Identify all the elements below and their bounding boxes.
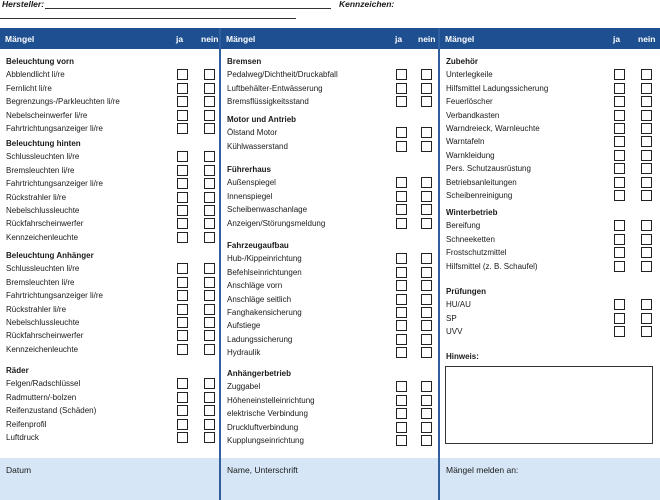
ja-checkbox[interactable] (177, 165, 188, 176)
ja-checkbox[interactable] (177, 432, 188, 443)
column-2 (221, 28, 438, 500)
ja-checkbox[interactable] (396, 395, 407, 406)
ja-checkbox[interactable] (177, 290, 188, 301)
checklist-grid (0, 28, 660, 500)
section-title: Beleuchtung vorn (6, 57, 75, 66)
checklist-item-label: Ölstand Motor (227, 128, 278, 138)
checklist-item-label: Außenspiegel (227, 178, 276, 188)
checklist-item-label: Bereifung (446, 221, 481, 231)
ja-checkbox[interactable] (396, 408, 407, 419)
form-header (0, 0, 660, 28)
ja-checkbox[interactable] (614, 96, 625, 107)
nein-checkbox[interactable] (204, 405, 215, 416)
checklist-item-label: Nebelschlussleuchte (6, 206, 80, 215)
checklist-item-label: UVV (446, 327, 463, 337)
ja-checkbox[interactable] (177, 405, 188, 416)
checklist-item-label: Abblendlicht li/re (6, 70, 65, 80)
nein-checkbox[interactable] (421, 96, 432, 107)
footer-label: Datum (6, 465, 32, 475)
ja-checkbox[interactable] (614, 83, 625, 94)
checklist-item-label: Radmuttern/-bolzen (6, 392, 77, 402)
nein-checkbox[interactable] (641, 123, 652, 134)
nein-checkbox[interactable] (641, 163, 652, 174)
nein-checkbox[interactable] (421, 141, 432, 152)
nein-checkbox[interactable] (421, 83, 432, 94)
section-title: Räder (6, 366, 29, 375)
checklist-item-label: Höheneinstelleinrichtung (227, 395, 315, 405)
ja-checkbox[interactable] (396, 141, 407, 152)
checklist-item-label: Rückstrahler li/re (6, 304, 67, 314)
ja-checkbox[interactable] (177, 96, 188, 107)
checklist-item-label: Begrenzungs-/Parkleuchten li/re (6, 97, 120, 107)
checklist-item-label: HU/AU (446, 300, 471, 310)
ja-checkbox[interactable] (177, 419, 188, 430)
ja-checkbox[interactable] (614, 136, 625, 147)
checklist-item-label: Reifenzustand (Schäden) (6, 406, 97, 416)
checklist-item-label: Fahrtrichtungsanzeiger li/re (6, 179, 103, 189)
nein-checkbox[interactable] (204, 69, 215, 80)
checklist-item-label: Bremsflüssigkeitsstand (227, 97, 309, 107)
nein-checkbox[interactable] (204, 330, 215, 341)
column-footer-field[interactable] (440, 458, 660, 500)
ja-checkbox[interactable] (614, 247, 625, 258)
checklist-item-label: Rückstrahler li/re (6, 192, 67, 202)
column-header (440, 28, 660, 49)
nein-checkbox[interactable] (204, 378, 215, 389)
ja-checkbox[interactable] (614, 110, 625, 121)
checklist-item-label: Luftdruck (6, 433, 39, 442)
column-footer-field[interactable] (221, 458, 438, 500)
checklist-item-label: Frostschutzmittel (446, 248, 507, 258)
checklist-item-label: Bremsleuchten li/re (6, 277, 75, 287)
ja-checkbox[interactable] (177, 277, 188, 288)
column-footer-field[interactable] (0, 458, 219, 500)
kennzeichen-label: Kennzeichen: (339, 0, 395, 9)
ja-checkbox[interactable] (177, 218, 188, 229)
nein-checkbox[interactable] (204, 218, 215, 229)
checklist-item-label: Hilfsmittel Ladungssicherung (446, 83, 549, 93)
nein-checkbox[interactable] (421, 294, 432, 305)
hersteller-field[interactable] (45, 8, 331, 9)
checklist-item-label: Pedalweg/Dichtheit/Druckabfall (227, 70, 338, 80)
ja-checkbox[interactable] (396, 267, 407, 278)
ja-checkbox[interactable] (177, 317, 188, 328)
column-title: Mängel (226, 34, 256, 44)
checklist-item-label: Fahrtrichtungsanzeiger li/re (6, 124, 103, 133)
ja-checkbox[interactable] (396, 422, 407, 433)
nein-checkbox[interactable] (641, 110, 652, 121)
nein-checkbox[interactable] (421, 69, 432, 80)
nein-checkbox[interactable] (204, 290, 215, 301)
hinweis-label: Hinweis: (446, 352, 479, 361)
ja-checkbox[interactable] (177, 205, 188, 216)
checklist-item-label: elektrische Verbindung (227, 409, 308, 419)
checklist-item-label: Druckluftverbindung (227, 422, 299, 432)
checklist-item-label: Ladungssicherung (227, 334, 293, 344)
nein-checkbox[interactable] (421, 204, 432, 215)
column-header (221, 28, 438, 49)
checklist-item-label: Hilfsmittel (z. B. Schaufel) (446, 261, 538, 271)
nein-checkbox[interactable] (204, 432, 215, 443)
ja-checkbox[interactable] (396, 69, 407, 80)
section-title: Winterbetrieb (446, 208, 498, 217)
ja-checkbox[interactable] (177, 83, 188, 94)
ja-checkbox[interactable] (177, 263, 188, 274)
checklist-item-label: Rückfahrscheinwerfer (6, 331, 84, 341)
nein-checkbox[interactable] (204, 263, 215, 274)
checklist-item-label: Pers. Schutzausrüstung (446, 164, 531, 174)
ja-checkbox[interactable] (614, 261, 625, 272)
checklist-item-label: Feuerlöscher (446, 97, 493, 107)
ja-checkbox[interactable] (177, 378, 188, 389)
nein-checkbox[interactable] (641, 313, 652, 324)
nein-checkbox[interactable] (204, 344, 215, 355)
ja-checkbox[interactable] (177, 123, 188, 134)
ja-header: ja (176, 34, 184, 44)
nein-checkbox[interactable] (421, 267, 432, 278)
ja-checkbox[interactable] (177, 392, 188, 403)
checklist-item-label: Scheibenreinigung (446, 191, 513, 200)
nein-checkbox[interactable] (641, 247, 652, 258)
checklist-item-label: Kühlwasserstand (227, 141, 288, 151)
ja-checkbox[interactable] (396, 347, 407, 358)
nein-checkbox[interactable] (641, 326, 652, 337)
section-title: Anhängerbetrieb (227, 369, 292, 378)
ja-checkbox[interactable] (396, 177, 407, 188)
ja-header: ja (613, 34, 621, 44)
checklist-item-label: Unterlegkeile (446, 70, 493, 80)
nein-checkbox[interactable] (421, 435, 432, 446)
nein-checkbox[interactable] (421, 177, 432, 188)
checklist-item-label: Nebelschlussleuchte (6, 318, 80, 327)
nein-checkbox[interactable] (204, 277, 215, 288)
checklist-item-label: Hydraulik (227, 348, 261, 358)
ja-checkbox[interactable] (396, 294, 407, 305)
nein-checkbox[interactable] (641, 83, 652, 94)
footer-label: Name, Unterschrift (227, 465, 298, 475)
nein-checkbox[interactable] (204, 317, 215, 328)
ja-checkbox[interactable] (396, 218, 407, 229)
checklist-item-label: Hub-/Kippeinrichtung (227, 254, 302, 264)
checklist-item-label: Rückfahrscheinwerfer (6, 219, 84, 229)
checklist-item-label: Innenspiegel (227, 191, 273, 201)
checklist-item-label: Fanghakensicherung (227, 308, 302, 317)
nein-checkbox[interactable] (421, 191, 432, 202)
ja-checkbox[interactable] (396, 96, 407, 107)
ja-checkbox[interactable] (614, 299, 625, 310)
ja-checkbox[interactable] (614, 190, 625, 201)
section-title: Fahrzeugaufbau (227, 241, 289, 250)
ja-checkbox[interactable] (177, 151, 188, 162)
checklist-item-label: Schlussleuchten li/re (6, 264, 80, 274)
nein-checkbox[interactable] (204, 151, 215, 162)
nein-checkbox[interactable] (204, 205, 215, 216)
column-3 (440, 28, 660, 500)
checklist-item-label: Aufstiege (227, 321, 261, 331)
nein-checkbox[interactable] (421, 347, 432, 358)
ja-checkbox[interactable] (396, 334, 407, 345)
ja-checkbox[interactable] (396, 435, 407, 446)
nein-checkbox[interactable] (204, 419, 215, 430)
ja-checkbox[interactable] (177, 304, 188, 315)
column-divider (219, 28, 221, 500)
nein-checkbox[interactable] (641, 190, 652, 201)
nein-checkbox[interactable] (641, 299, 652, 310)
nein-checkbox[interactable] (641, 234, 652, 245)
ja-checkbox[interactable] (177, 330, 188, 341)
nein-checkbox[interactable] (421, 395, 432, 406)
checklist-item-label: Kupplungseinrichtung (227, 436, 304, 445)
checklist-item-label: Verbandkasten (446, 110, 500, 120)
nein-checkbox[interactable] (421, 320, 432, 331)
nein-checkbox[interactable] (204, 96, 215, 107)
section-title: Führerhaus (227, 165, 272, 174)
nein-header: nein (418, 34, 436, 44)
checklist-item-label: Betriebsanleitungen (446, 177, 517, 187)
checklist-item-label: Befehlseinrichtungen (227, 267, 302, 277)
ja-checkbox[interactable] (614, 123, 625, 134)
checklist-item-label: Warndreieck, Warnleuchte (446, 124, 540, 133)
ja-checkbox[interactable] (396, 127, 407, 138)
ja-checkbox[interactable] (177, 344, 188, 355)
section-title: Beleuchtung hinten (6, 139, 81, 148)
nein-checkbox[interactable] (421, 408, 432, 419)
nein-checkbox[interactable] (421, 422, 432, 433)
nein-checkbox[interactable] (204, 192, 215, 203)
ja-checkbox[interactable] (396, 381, 407, 392)
nein-checkbox[interactable] (641, 96, 652, 107)
nein-header: nein (638, 34, 656, 44)
checklist-item-label: Warnkleidung (446, 150, 495, 160)
nein-checkbox[interactable] (204, 392, 215, 403)
section-title: Beleuchtung Anhänger (6, 251, 94, 260)
checklist-item-label: Fahrtrichtungsanzeiger li/re (6, 291, 103, 301)
nein-checkbox[interactable] (421, 280, 432, 291)
nein-checkbox[interactable] (421, 381, 432, 392)
checklist-item-label: Kennzeichenleuchte (6, 232, 79, 242)
second-field-line[interactable] (0, 18, 296, 19)
nein-checkbox[interactable] (641, 261, 652, 272)
ja-checkbox[interactable] (396, 204, 407, 215)
checklist-item-label: Schneeketten (446, 234, 495, 244)
checklist-item-label: Nebelscheinwerfer li/re (6, 110, 88, 120)
nein-checkbox[interactable] (421, 307, 432, 318)
ja-checkbox[interactable] (614, 234, 625, 245)
ja-checkbox[interactable] (614, 163, 625, 174)
nein-checkbox[interactable] (421, 334, 432, 345)
ja-checkbox[interactable] (396, 307, 407, 318)
nein-header: nein (201, 34, 219, 44)
nein-checkbox[interactable] (641, 136, 652, 147)
nein-checkbox[interactable] (641, 150, 652, 161)
ja-checkbox[interactable] (396, 280, 407, 291)
section-title: Motor und Antrieb (227, 115, 297, 124)
checklist-item-label: Anzeigen/Störungsmeldung (227, 218, 326, 228)
checklist-item-label: Anschläge vorn (227, 281, 283, 291)
checklist-item-label: Scheibenwaschanlage (227, 205, 308, 215)
nein-checkbox[interactable] (204, 165, 215, 176)
ja-checkbox[interactable] (177, 232, 188, 243)
checklist-item-label: Felgen/Radschlüssel (6, 379, 81, 389)
column-header (0, 28, 219, 49)
section-title: Bremsen (227, 57, 262, 66)
ja-header: ja (395, 34, 403, 44)
checklist-item-label: Bremsleuchten li/re (6, 165, 75, 175)
ja-checkbox[interactable] (177, 110, 188, 121)
ja-checkbox[interactable] (614, 313, 625, 324)
column-title: Mängel (5, 34, 35, 44)
ja-checkbox[interactable] (177, 178, 188, 189)
nein-checkbox[interactable] (204, 304, 215, 315)
checklist-item-label: Reifenprofil (6, 419, 47, 429)
ja-checkbox[interactable] (614, 150, 625, 161)
checklist-item-label: Zuggabel (227, 382, 261, 392)
ja-checkbox[interactable] (396, 320, 407, 331)
checklist-item-label: Luftbehälter-Entwässerung (227, 83, 323, 93)
footer-label: Mängel melden an: (446, 465, 519, 475)
ja-checkbox[interactable] (614, 177, 625, 188)
checklist-item-label: Warntafeln (446, 137, 485, 147)
column-title: Mängel (445, 34, 475, 44)
ja-checkbox[interactable] (614, 220, 625, 231)
nein-checkbox[interactable] (421, 253, 432, 264)
ja-checkbox[interactable] (396, 253, 407, 264)
ja-checkbox[interactable] (614, 69, 625, 80)
checklist-item-label: SP (446, 313, 457, 323)
checklist-item-label: Anschläge seitlich (227, 294, 292, 304)
nein-checkbox[interactable] (204, 123, 215, 134)
nein-checkbox[interactable] (421, 218, 432, 229)
checklist-item-label: Fernlicht li/re (6, 83, 52, 93)
ja-checkbox[interactable] (396, 191, 407, 202)
ja-checkbox[interactable] (177, 69, 188, 80)
nein-checkbox[interactable] (204, 110, 215, 121)
checklist-item-label: Kennzeichenleuchte (6, 344, 79, 354)
checklist-item-label: Schlussleuchten li/re (6, 152, 80, 162)
section-title: Zubehör (446, 57, 478, 66)
nein-checkbox[interactable] (204, 83, 215, 94)
column-divider (438, 28, 440, 500)
hersteller-label: Hersteller: (2, 0, 45, 9)
nein-checkbox[interactable] (641, 177, 652, 188)
nein-checkbox[interactable] (204, 178, 215, 189)
nein-checkbox[interactable] (204, 232, 215, 243)
column-1 (0, 28, 219, 500)
nein-checkbox[interactable] (641, 69, 652, 80)
ja-checkbox[interactable] (177, 192, 188, 203)
ja-checkbox[interactable] (396, 83, 407, 94)
nein-checkbox[interactable] (421, 127, 432, 138)
ja-checkbox[interactable] (614, 326, 625, 337)
hinweis-textarea[interactable] (445, 366, 653, 444)
nein-checkbox[interactable] (641, 220, 652, 231)
section-title: Prüfungen (446, 287, 486, 296)
